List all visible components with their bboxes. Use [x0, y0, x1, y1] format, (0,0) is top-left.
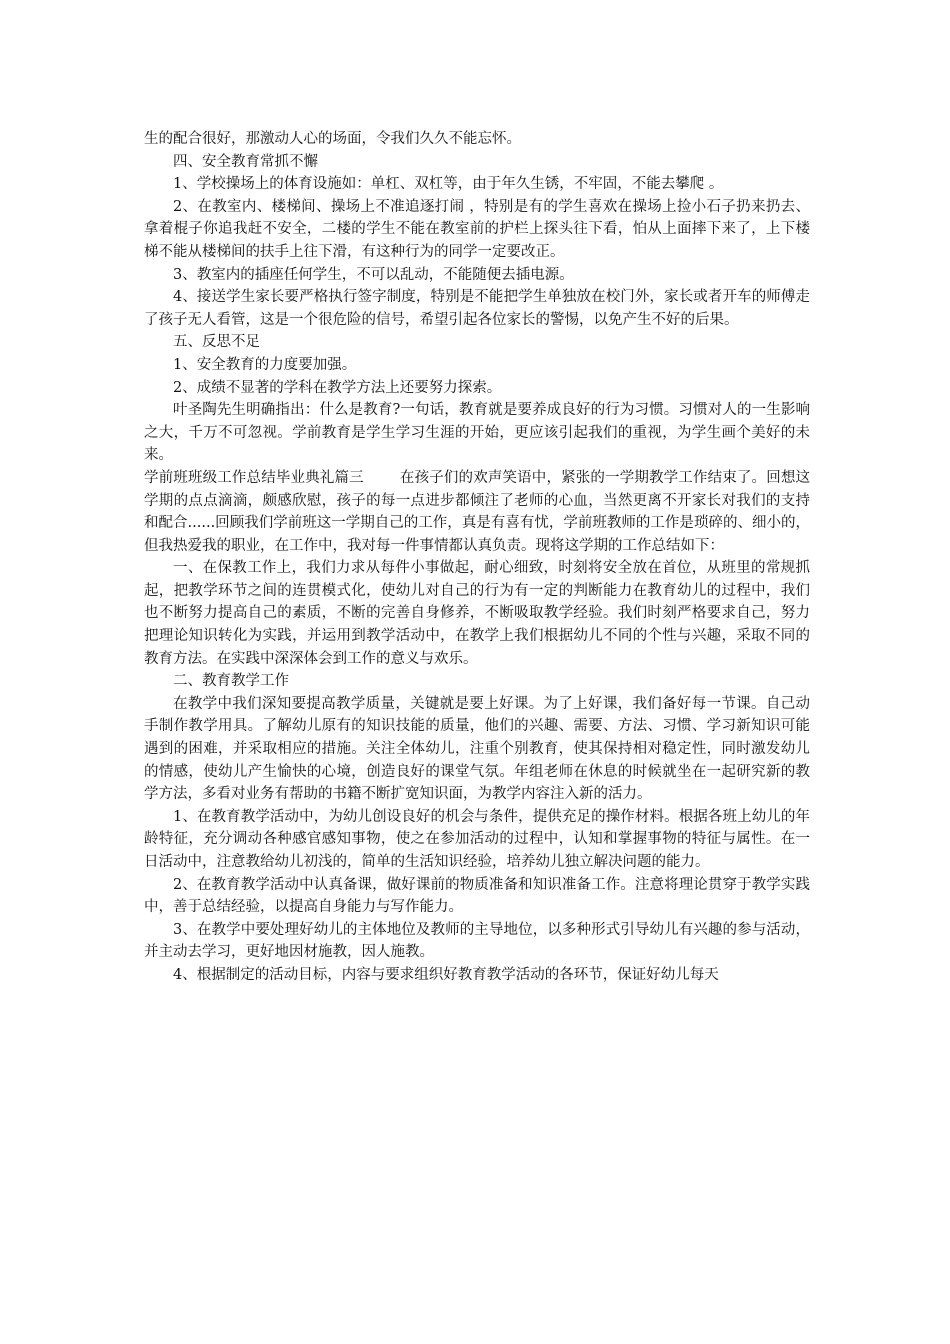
paragraph: 4、接送学生家长要严格执行签字制度，特别是不能把学生单独放在校门外，家长或者开车的师傅走了孩子无人看管，这是一个很危险的信号，希望引起各位家长的警惕，以免产生不好的后果。 [144, 289, 810, 328]
paragraph: 一、在保教工作上，我们力求从每件小事做起，耐心细致，时刻将安全放在首位，从班里的常规抓起，把教学环节之间的连贯模式化，使幼儿对自己的行为有一定的判断能力在教育幼儿的过程中，我们也不断努力提高自己的素质，不断的完善自身修养，不断吸取教学经验。我们时刻严格要求自己，努力把理论知识转化为实践，并运用到教学活动中，在教学上我们根据幼儿不同的个性与兴趣，采取不同的教育方法。在实践中深深体会到工作的意义与欢乐。 [144, 560, 810, 667]
paragraph: 生的配合很好，那激动人心的场面，令我们久久不能忘怀。 [144, 131, 521, 147]
paragraph: 3、教室内的插座任何学生，不可以乱动，不能随便去插电源。 [173, 266, 574, 283]
section-heading-teaching: 二、教育教学工作 [173, 673, 289, 690]
paragraph: 3、在教学中要处理好幼儿的主体地位及教师的主导地位，以多种形式引导幼儿有兴趣的参与活动，并主动去学习，更好地因材施教，因人施教。 [144, 921, 810, 961]
section-three-intro: 在孩子们的欢声笑语中，紧张的一学期教学工作结束了。回想这学期的点点滴滴，颇感欣慰，孩子的每一点进步都倾注了老师的心血，当然更离不开家长对我们的支持和配合......回顾我们学前班这一学期自己的工作，真是有喜有忧，学前班教师的工作是琐碎的、细小的，但我热爱我的职业，在工作中，我对每一件事情都认真负责。现将这学期的工作总结如下： [144, 469, 811, 554]
section-three-heading: 学前班班级工作总结毕业典礼篇三 [144, 469, 364, 486]
section-heading-safety: 四、安全教育常抓不懈 [173, 153, 318, 170]
paragraph: 4、根据制定的活动目标，内容与要求组织好教育教学活动的各环节，保证好幼儿每天 [173, 966, 719, 983]
paragraph: 2、在教育教学活动中认真备课，做好课前的物质准备和知识准备工作。注意将理论贯穿于教学实践中，善于总结经验，以提高自身能力与写作能力。 [144, 876, 810, 916]
paragraph: 1、学校操场上的体育设施如：单杠、双杠等，由于年久生锈，不牢固，不能去攀爬 。 [173, 176, 724, 193]
paragraph: 在教学中我们深知要提高教学质量，关键就是要上好课。为了上好课，我们备好每一节课。自己动手制作教学用具。了解幼儿原有的知识技能的质量，他们的兴趣、需要、方法、习惯、学习新知识可能遇到的困难，并采取相应的措施。关注全体幼儿，注重个别教育，使其保持相对稳定性，同时激发幼儿的情感，使幼儿产生愉快的心境，创造良好的课堂气氛。年组老师在休息的时候就坐在一起研究新的教学方法，多看对业务有帮助的书籍不断扩宽知识面，为教学内容注入新的活力。 [144, 695, 810, 803]
paragraph: 2、在教室内、楼梯间、操场上不准追逐打闹 ，特别是有的学生喜欢在操场上捡小石子扔来扔去、拿着棍子你追我赶不安全，二楼的学生不能在教室前的护栏上探头往下看，怕从上面摔下来了，上下楼梯不能从楼梯间的扶手上往下滑，有这种行为的同学一定要改正。 [144, 198, 810, 260]
paragraph: 1、安全教育的力度要加强。 [173, 356, 357, 373]
section-heading-reflection: 五、反思不足 [173, 334, 260, 351]
paragraph: 叶圣陶先生明确指出：什么是教育?一句话，教育就是要养成良好的行为习惯。习惯对人的一生影响之大，千万不可忽视。学前教育是学生学习生涯的开始，更应该引起我们的重视，为学生画个美好的未来。 [144, 402, 810, 464]
section-three-paragraph [144, 467, 810, 557]
paragraph: 1、在教育教学活动中，为幼儿创设良好的机会与条件，提供充足的操作材料。根据各班上幼儿的年龄特征，充分调动各种感官感知事物，使之在参加活动的过程中，认知和掌握事物的特征与属性。在一日活动中，注意教给幼儿初浅的，简单的生活知识经验，培养幼儿独立解决问题的能力。 [144, 808, 810, 870]
document-body [144, 128, 810, 987]
paragraph: 2、成绩不显著的学科在教学方法上还要努力探索。 [173, 379, 502, 396]
